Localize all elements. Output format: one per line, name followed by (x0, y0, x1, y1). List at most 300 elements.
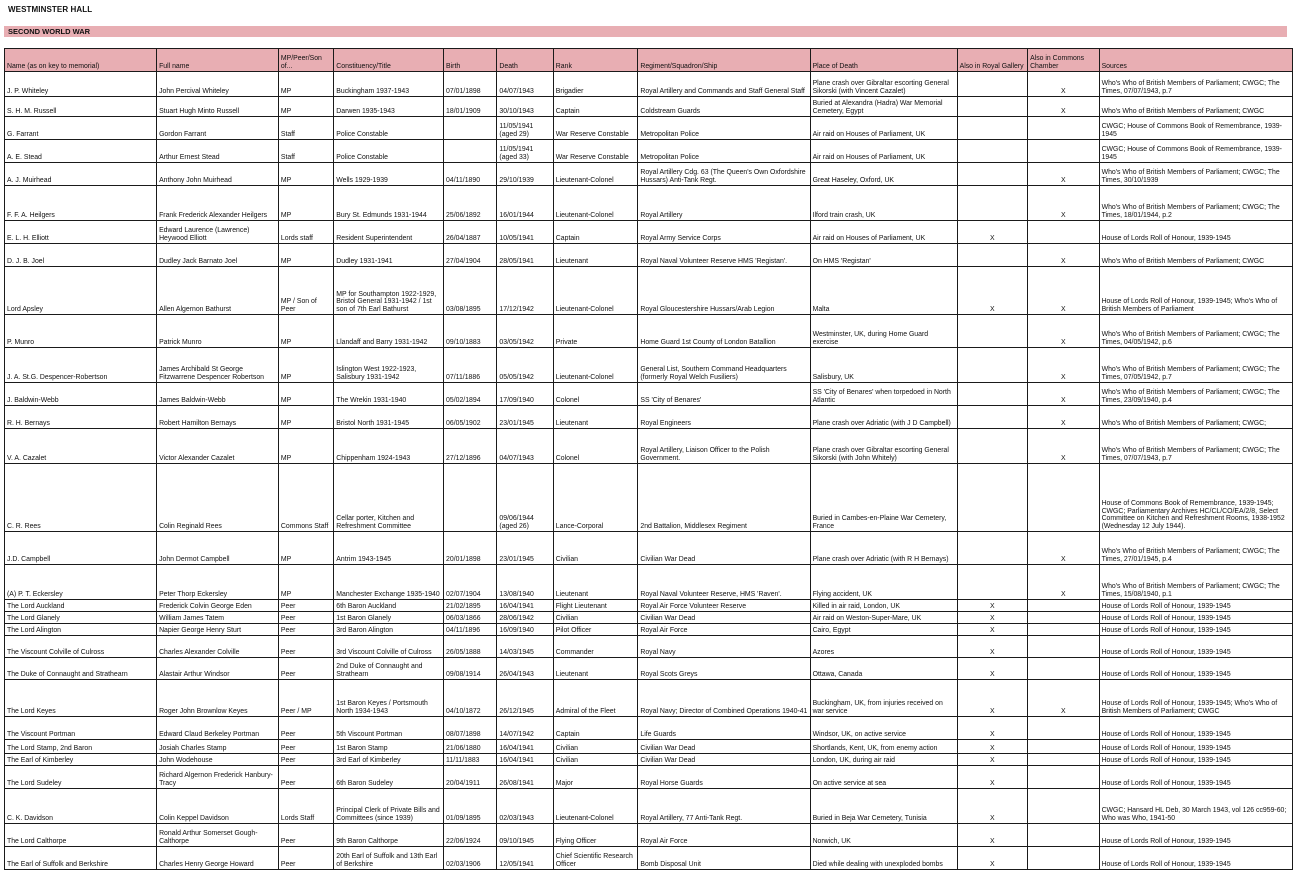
cell-constituency: 2nd Duke of Connaught and Strathearn (334, 658, 444, 680)
cell-sources: House of Lords Roll of Honour, 1939-1945 (1099, 612, 1292, 624)
cell-death: 16/04/1941 (497, 754, 553, 766)
cell-sources: House of Lords Roll of Honour, 1939-1945 (1099, 624, 1292, 636)
cell-birth: 03/08/1895 (444, 267, 497, 315)
col-header-death: Death (497, 49, 553, 72)
cell-constituency: Bury St. Edmunds 1931-1944 (334, 186, 444, 221)
cell-birth: 25/06/1892 (444, 186, 497, 221)
cell-full-name: Frederick Colvin George Eden (157, 600, 279, 612)
cell-place-of-death: Buried at Alexandra (Hadra) War Memorial Cemetery, Egypt (810, 97, 957, 117)
cell-place-of-death: Flying accident, UK (810, 565, 957, 600)
cell-death: 03/05/1942 (497, 315, 553, 348)
cell-royal-gallery (957, 464, 1027, 532)
cell-birth (444, 117, 497, 140)
cell-rank: War Reserve Constable (553, 140, 638, 163)
cell-type: MP (278, 383, 333, 406)
cell-birth: 27/04/1904 (444, 244, 497, 267)
cell-name: The Lord Sudeley (5, 766, 157, 789)
cell-regiment: Civilian War Dead (638, 754, 810, 766)
cell-full-name: Colin Reginald Rees (157, 464, 279, 532)
cell-commons-chamber (1028, 140, 1099, 163)
cell-rank: Lieutenant-Colonel (553, 789, 638, 824)
cell-full-name: Peter Thorp Eckersley (157, 565, 279, 600)
cell-regiment: Bomb Disposal Unit (638, 847, 810, 870)
cell-type: Peer (278, 754, 333, 766)
cell-full-name: Edward Laurence (Lawrence) Heywood Elliott (157, 221, 279, 244)
cell-name: The Lord Auckland (5, 600, 157, 612)
cell-regiment: Royal Navy (638, 636, 810, 658)
cell-rank: Flying Officer (553, 824, 638, 847)
cell-royal-gallery (957, 244, 1027, 267)
cell-commons-chamber (1028, 754, 1099, 766)
cell-type: Peer (278, 636, 333, 658)
cell-royal-gallery: X (957, 658, 1027, 680)
cell-royal-gallery (957, 565, 1027, 600)
cell-death: 11/05/1941 (aged 33) (497, 140, 553, 163)
table-row (5, 789, 1293, 824)
cell-birth: 26/05/1888 (444, 636, 497, 658)
cell-death: 28/05/1941 (497, 244, 553, 267)
cell-place-of-death: Air raid on Houses of Parliament, UK (810, 221, 957, 244)
cell-place-of-death: Norwich, UK (810, 824, 957, 847)
cell-full-name: Robert Hamilton Bernays (157, 406, 279, 429)
cell-death: 04/07/1943 (497, 72, 553, 97)
cell-regiment: Royal Artillery (638, 186, 810, 221)
cell-full-name: Gordon Farrant (157, 117, 279, 140)
cell-birth: 20/04/1911 (444, 766, 497, 789)
cell-full-name: Ronald Arthur Somerset Gough-Calthorpe (157, 824, 279, 847)
cell-full-name: Colin Keppel Davidson (157, 789, 279, 824)
cell-commons-chamber (1028, 740, 1099, 754)
memorial-table (4, 48, 1293, 870)
cell-full-name: Charles Alexander Colville (157, 636, 279, 658)
cell-regiment: Royal Air Force (638, 824, 810, 847)
table-row (5, 244, 1293, 267)
cell-sources: House of Lords Roll of Honour, 1939-1945 (1099, 658, 1292, 680)
cell-death: 16/09/1940 (497, 624, 553, 636)
cell-royal-gallery (957, 429, 1027, 464)
col-header-sources: Sources (1099, 49, 1292, 72)
cell-rank: Civilian (553, 740, 638, 754)
cell-name: J. P. Whiteley (5, 72, 157, 97)
cell-royal-gallery (957, 348, 1027, 383)
cell-regiment: Metropolitan Police (638, 140, 810, 163)
cell-sources: House of Lords Roll of Honour, 1939-1945; Who's Who of British Members of Parliament (1099, 267, 1292, 315)
cell-sources: Who's Who of British Members of Parliament; CWGC; The Times, 27/01/1945, p.4 (1099, 532, 1292, 565)
cell-name: F. F. A. Heilgers (5, 186, 157, 221)
cell-royal-gallery: X (957, 717, 1027, 740)
cell-sources: House of Commons Book of Remembrance, 1939-1945; CWGC; Parliamentary Archives HC/CL/CO/EA/2/8, Select Committee on Kitchen and Refreshment Rooms, 1938-1952 (Wednesday 12 July 1944). (1099, 464, 1292, 532)
cell-full-name: Arthur Ernest Stead (157, 140, 279, 163)
cell-sources: House of Lords Roll of Honour, 1939-1945 (1099, 754, 1292, 766)
cell-commons-chamber (1028, 221, 1099, 244)
cell-birth: 04/11/1890 (444, 163, 497, 186)
cell-birth: 18/01/1909 (444, 97, 497, 117)
cell-name: J. A. St.G. Despencer-Robertson (5, 348, 157, 383)
col-header-royal-gallery: Also in Royal Gallery (957, 49, 1027, 72)
cell-name: G. Farrant (5, 117, 157, 140)
table-row (5, 97, 1293, 117)
cell-name: E. L. H. Elliott (5, 221, 157, 244)
cell-commons-chamber (1028, 600, 1099, 612)
cell-type: Peer (278, 824, 333, 847)
table-row (5, 186, 1293, 221)
cell-place-of-death: Cairo, Egypt (810, 624, 957, 636)
cell-place-of-death: Ilford train crash, UK (810, 186, 957, 221)
cell-type: Commons Staff (278, 464, 333, 532)
cell-type: Peer / MP (278, 680, 333, 717)
cell-rank: Lieutenant-Colonel (553, 267, 638, 315)
cell-place-of-death: Air raid on Houses of Parliament, UK (810, 140, 957, 163)
table-row (5, 658, 1293, 680)
table-row (5, 267, 1293, 315)
cell-regiment: Royal Artillery Cdg. 63 (The Queen's Own Oxfordshire Hussars) Anti-Tank Regt. (638, 163, 810, 186)
cell-name: (A) P. T. Eckersley (5, 565, 157, 600)
cell-rank: Pilot Officer (553, 624, 638, 636)
cell-regiment: Civilian War Dead (638, 532, 810, 565)
cell-place-of-death: Plane crash over Adriatic (with R H Bernays) (810, 532, 957, 565)
cell-regiment: Coldstream Guards (638, 97, 810, 117)
table-row (5, 565, 1293, 600)
cell-full-name: Richard Algernon Frederick Hanbury-Tracy (157, 766, 279, 789)
cell-royal-gallery: X (957, 740, 1027, 754)
cell-regiment: SS 'City of Benares' (638, 383, 810, 406)
cell-birth: 07/11/1886 (444, 348, 497, 383)
cell-place-of-death: Ottawa, Canada (810, 658, 957, 680)
cell-name: A. J. Muirhead (5, 163, 157, 186)
cell-regiment: Royal Air Force Volunteer Reserve (638, 600, 810, 612)
cell-sources: CWGC; House of Commons Book of Remembrance, 1939-1945 (1099, 140, 1292, 163)
cell-commons-chamber (1028, 658, 1099, 680)
cell-name: The Lord Keyes (5, 680, 157, 717)
cell-type: Staff (278, 117, 333, 140)
cell-sources: House of Lords Roll of Honour, 1939-1945 (1099, 766, 1292, 789)
cell-rank: Flight Lieutenant (553, 600, 638, 612)
cell-regiment: Civilian War Dead (638, 740, 810, 754)
cell-type: MP (278, 315, 333, 348)
cell-constituency: 1st Baron Stamp (334, 740, 444, 754)
cell-commons-chamber (1028, 717, 1099, 740)
cell-constituency: 9th Baron Calthorpe (334, 824, 444, 847)
col-header-regiment: Regiment/Squadron/Ship (638, 49, 810, 72)
table-row (5, 383, 1293, 406)
cell-place-of-death: Malta (810, 267, 957, 315)
cell-type: MP / Son of Peer (278, 267, 333, 315)
col-header-place-of-death: Place of Death (810, 49, 957, 72)
cell-royal-gallery (957, 140, 1027, 163)
cell-royal-gallery: X (957, 600, 1027, 612)
cell-death: 16/01/1944 (497, 186, 553, 221)
cell-royal-gallery (957, 532, 1027, 565)
cell-death: 09/10/1945 (497, 824, 553, 847)
cell-full-name: Roger John Brownlow Keyes (157, 680, 279, 717)
cell-place-of-death: Windsor, UK, on active service (810, 717, 957, 740)
cell-birth: 26/04/1887 (444, 221, 497, 244)
cell-regiment: Royal Navy; Director of Combined Operations 1940-41 (638, 680, 810, 717)
table-row (5, 464, 1293, 532)
cell-regiment: Royal Artillery, Liaison Officer to the Polish Government. (638, 429, 810, 464)
cell-full-name: Napier George Henry Sturt (157, 624, 279, 636)
cell-type: MP (278, 348, 333, 383)
cell-rank: Captain (553, 717, 638, 740)
cell-birth: 06/05/1902 (444, 406, 497, 429)
cell-death: 16/04/1941 (497, 740, 553, 754)
cell-death: 17/09/1940 (497, 383, 553, 406)
cell-sources: House of Lords Roll of Honour, 1939-1945 (1099, 600, 1292, 612)
cell-type: Peer (278, 740, 333, 754)
cell-constituency: 5th Viscount Portman (334, 717, 444, 740)
cell-birth (444, 140, 497, 163)
cell-birth: 09/08/1914 (444, 658, 497, 680)
cell-sources: Who's Who of British Members of Parliament; CWGC (1099, 244, 1292, 267)
cell-royal-gallery: X (957, 789, 1027, 824)
cell-constituency: Police Constable (334, 117, 444, 140)
cell-sources: House of Lords Roll of Honour, 1939-1945 (1099, 717, 1292, 740)
cell-place-of-death: Plane crash over Gibraltar escorting General Sikorski (with John Whitely) (810, 429, 957, 464)
cell-regiment: Metropolitan Police (638, 117, 810, 140)
cell-birth: 02/07/1904 (444, 565, 497, 600)
cell-constituency: Bristol North 1931-1945 (334, 406, 444, 429)
cell-royal-gallery (957, 186, 1027, 221)
cell-sources: Who's Who of British Members of Parliament; CWGC; The Times, 04/05/1942, p.6 (1099, 315, 1292, 348)
cell-death: 05/05/1942 (497, 348, 553, 383)
cell-sources: Who's Who of British Members of Parliament; CWGC; The Times, 07/05/1942, p.7 (1099, 348, 1292, 383)
cell-constituency: 3rd Baron Alington (334, 624, 444, 636)
cell-constituency: Dudley 1931-1941 (334, 244, 444, 267)
cell-regiment: Royal Army Service Corps (638, 221, 810, 244)
cell-place-of-death: On active service at sea (810, 766, 957, 789)
cell-constituency: Wells 1929-1939 (334, 163, 444, 186)
cell-sources: Who's Who of British Members of Parliament; CWGC; (1099, 406, 1292, 429)
cell-commons-chamber: X (1028, 565, 1099, 600)
cell-name: C. R. Rees (5, 464, 157, 532)
cell-commons-chamber: X (1028, 315, 1099, 348)
cell-constituency: 3rd Viscount Colville of Culross (334, 636, 444, 658)
cell-rank: Brigadier (553, 72, 638, 97)
cell-regiment: Royal Gloucestershire Hussars/Arab Legion (638, 267, 810, 315)
table-row (5, 140, 1293, 163)
cell-constituency: 6th Baron Sudeley (334, 766, 444, 789)
cell-regiment: 2nd Battalion, Middlesex Regiment (638, 464, 810, 532)
cell-constituency: MP for Southampton 1922-1929, Bristol General 1931-1942 / 1st son of 7th Earl Bathurst (334, 267, 444, 315)
cell-birth: 09/10/1883 (444, 315, 497, 348)
cell-birth: 11/11/1883 (444, 754, 497, 766)
cell-constituency: Cellar porter, Kitchen and Refreshment Committee (334, 464, 444, 532)
cell-commons-chamber: X (1028, 163, 1099, 186)
cell-death: 11/05/1941 (aged 29) (497, 117, 553, 140)
cell-death: 23/01/1945 (497, 532, 553, 565)
cell-birth: 20/01/1898 (444, 532, 497, 565)
cell-regiment: Home Guard 1st County of London Batallion (638, 315, 810, 348)
cell-constituency: Buckingham 1937-1943 (334, 72, 444, 97)
cell-birth (444, 464, 497, 532)
table-row (5, 740, 1293, 754)
cell-commons-chamber (1028, 612, 1099, 624)
cell-death: 10/05/1941 (497, 221, 553, 244)
cell-royal-gallery: X (957, 824, 1027, 847)
cell-royal-gallery: X (957, 636, 1027, 658)
table-row (5, 117, 1293, 140)
cell-sources: Who's Who of British Members of Parliament; CWGC (1099, 97, 1292, 117)
cell-royal-gallery (957, 72, 1027, 97)
cell-rank: War Reserve Constable (553, 117, 638, 140)
cell-rank: Civilian (553, 754, 638, 766)
cell-type: Peer (278, 624, 333, 636)
cell-commons-chamber: X (1028, 429, 1099, 464)
cell-commons-chamber: X (1028, 680, 1099, 717)
cell-death: 14/03/1945 (497, 636, 553, 658)
cell-place-of-death: Salisbury, UK (810, 348, 957, 383)
cell-name: J.D. Campbell (5, 532, 157, 565)
cell-rank: Commander (553, 636, 638, 658)
cell-place-of-death: Plane crash over Adriatic (with J D Campbell) (810, 406, 957, 429)
cell-rank: Civilian (553, 532, 638, 565)
cell-sources: Who's Who of British Members of Parliament; CWGC; The Times, 15/08/1940, p.1 (1099, 565, 1292, 600)
cell-death: 28/06/1942 (497, 612, 553, 624)
cell-full-name: Edward Claud Berkeley Portman (157, 717, 279, 740)
cell-name: The Viscount Colville of Culross (5, 636, 157, 658)
cell-death: 13/08/1940 (497, 565, 553, 600)
cell-regiment: Civilian War Dead (638, 612, 810, 624)
cell-death: 29/10/1939 (497, 163, 553, 186)
section-header: SECOND WORLD WAR (4, 26, 1287, 37)
cell-commons-chamber (1028, 117, 1099, 140)
cell-type: MP (278, 532, 333, 565)
cell-royal-gallery (957, 315, 1027, 348)
table-row (5, 612, 1293, 624)
cell-death: 02/03/1943 (497, 789, 553, 824)
table-row (5, 221, 1293, 244)
cell-royal-gallery: X (957, 267, 1027, 315)
cell-constituency: 1st Baron Glanely (334, 612, 444, 624)
table-row (5, 754, 1293, 766)
table-row (5, 163, 1293, 186)
cell-name: C. K. Davidson (5, 789, 157, 824)
cell-death: 26/08/1941 (497, 766, 553, 789)
cell-death: 04/07/1943 (497, 429, 553, 464)
cell-rank: Lieutenant (553, 406, 638, 429)
cell-royal-gallery: X (957, 221, 1027, 244)
cell-full-name: Victor Alexander Cazalet (157, 429, 279, 464)
col-header-birth: Birth (444, 49, 497, 72)
cell-death: 17/12/1942 (497, 267, 553, 315)
cell-birth: 21/06/1880 (444, 740, 497, 754)
cell-commons-chamber (1028, 847, 1099, 870)
cell-full-name: Alastair Arthur Windsor (157, 658, 279, 680)
cell-birth: 27/12/1896 (444, 429, 497, 464)
cell-place-of-death: Plane crash over Gibraltar escorting General Sikorski (with Vincent Cazalet) (810, 72, 957, 97)
cell-birth: 22/06/1924 (444, 824, 497, 847)
cell-sources: House of Lords Roll of Honour, 1939-1945 (1099, 824, 1292, 847)
cell-name: The Lord Alington (5, 624, 157, 636)
cell-place-of-death: Died while dealing with unexploded bombs (810, 847, 957, 870)
cell-rank: Major (553, 766, 638, 789)
cell-rank: Private (553, 315, 638, 348)
table-row (5, 824, 1293, 847)
cell-regiment: Royal Air Force (638, 624, 810, 636)
table-row (5, 680, 1293, 717)
col-header-full-name: Full name (157, 49, 279, 72)
cell-royal-gallery (957, 163, 1027, 186)
table-row (5, 847, 1293, 870)
cell-rank: Lieutenant (553, 244, 638, 267)
table-row (5, 624, 1293, 636)
cell-type: MP (278, 244, 333, 267)
cell-sources: CWGC; Hansard HL Deb, 30 March 1943, vol 126 cc959-60; Who was Who, 1941-50 (1099, 789, 1292, 824)
cell-full-name: John Percival Whiteley (157, 72, 279, 97)
cell-full-name: John Wodehouse (157, 754, 279, 766)
cell-commons-chamber: X (1028, 532, 1099, 565)
cell-constituency: Resident Superintendent (334, 221, 444, 244)
cell-death: 23/01/1945 (497, 406, 553, 429)
cell-constituency: 3rd Earl of Kimberley (334, 754, 444, 766)
cell-rank: Colonel (553, 383, 638, 406)
cell-rank: Chief Scientific Research Officer (553, 847, 638, 870)
cell-rank: Lieutenant (553, 658, 638, 680)
cell-constituency: 20th Earl of Suffolk and 13th Earl of Berkshire (334, 847, 444, 870)
table-row (5, 766, 1293, 789)
cell-full-name: Dudley Jack Barnato Joel (157, 244, 279, 267)
table-row (5, 348, 1293, 383)
cell-place-of-death: Azores (810, 636, 957, 658)
cell-commons-chamber: X (1028, 244, 1099, 267)
cell-type: MP (278, 429, 333, 464)
cell-rank: Lance-Corporal (553, 464, 638, 532)
cell-type: Peer (278, 847, 333, 870)
cell-type: Peer (278, 612, 333, 624)
col-header-commons-chamber: Also in Commons Chamber (1028, 49, 1099, 72)
cell-place-of-death: Air raid on Houses of Parliament, UK (810, 117, 957, 140)
cell-regiment: Royal Naval Volunteer Reserve HMS 'Registan'. (638, 244, 810, 267)
cell-royal-gallery: X (957, 680, 1027, 717)
cell-regiment: Royal Horse Guards (638, 766, 810, 789)
cell-royal-gallery (957, 117, 1027, 140)
cell-full-name: John Dermot Campbell (157, 532, 279, 565)
cell-full-name: James Baldwin-Webb (157, 383, 279, 406)
cell-name: The Lord Stamp, 2nd Baron (5, 740, 157, 754)
cell-regiment: General List, Southern Command Headquarters (formerly Royal Welch Fusiliers) (638, 348, 810, 383)
cell-type: MP (278, 186, 333, 221)
cell-full-name: Josiah Charles Stamp (157, 740, 279, 754)
cell-royal-gallery: X (957, 766, 1027, 789)
cell-type: Peer (278, 717, 333, 740)
cell-type: Lords staff (278, 221, 333, 244)
cell-commons-chamber (1028, 824, 1099, 847)
cell-type: MP (278, 97, 333, 117)
cell-name: The Viscount Portman (5, 717, 157, 740)
cell-constituency: Llandaff and Barry 1931-1942 (334, 315, 444, 348)
cell-commons-chamber: X (1028, 267, 1099, 315)
cell-regiment: Life Guards (638, 717, 810, 740)
cell-sources: Who's Who of British Members of Parliament; CWGC; The Times, 23/09/1940, p.4 (1099, 383, 1292, 406)
cell-name: P. Munro (5, 315, 157, 348)
cell-constituency: Police Constable (334, 140, 444, 163)
cell-type: MP (278, 163, 333, 186)
cell-constituency: 1st Baron Keyes / Portsmouth North 1934-1943 (334, 680, 444, 717)
cell-birth: 08/07/1898 (444, 717, 497, 740)
cell-name: J. Baldwin-Webb (5, 383, 157, 406)
cell-place-of-death: Buried in Cambes-en-Plaine War Cemetery, France (810, 464, 957, 532)
cell-name: The Lord Glanely (5, 612, 157, 624)
cell-death: 30/10/1943 (497, 97, 553, 117)
cell-type: Lords Staff (278, 789, 333, 824)
cell-type: Staff (278, 140, 333, 163)
cell-rank: Civilian (553, 612, 638, 624)
cell-rank: Lieutenant-Colonel (553, 348, 638, 383)
cell-regiment: Royal Naval Volunteer Reserve, HMS 'Raven'. (638, 565, 810, 600)
cell-type: Peer (278, 600, 333, 612)
cell-rank: Colonel (553, 429, 638, 464)
cell-royal-gallery: X (957, 624, 1027, 636)
